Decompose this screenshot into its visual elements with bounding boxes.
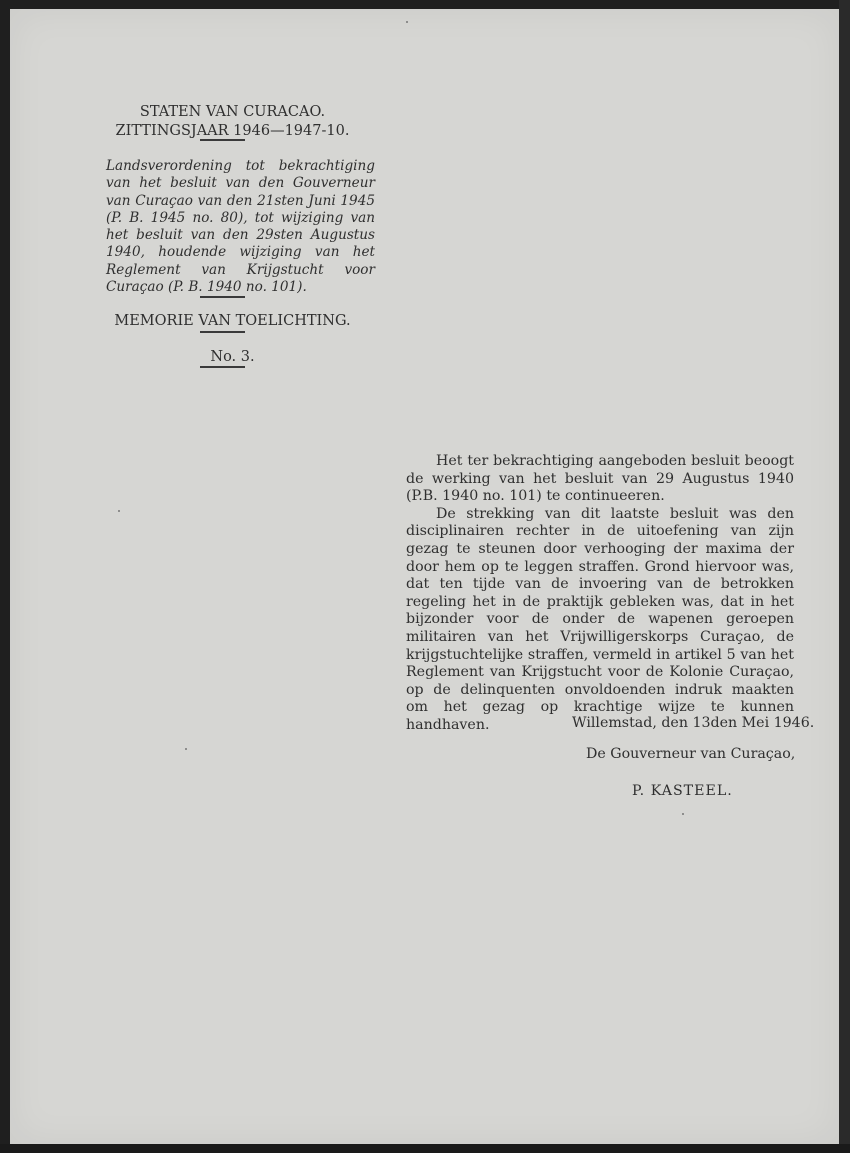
subject-title: Landsverordening tot bekrachtiging van het besluit van den Gouverneur van Curaçao van den 21sten Juni 1945 (P. B. 1945 no. 80), tot wijziging van het besluit van den 29sten Augustus 1940, houdende wijziging van het Reglement van Krijgstucht voor Curaçao (P. B. 1940 no. 101). bbox=[106, 158, 375, 296]
scan-edge-bottom bbox=[0, 1144, 850, 1153]
signatory-name: P. KASTEEL. bbox=[632, 783, 733, 799]
signatory-role: De Gouverneur van Curaçao, bbox=[586, 746, 796, 762]
memorandum-body bbox=[406, 453, 794, 735]
memorie-heading: MEMORIE VAN TOELICHTING. bbox=[114, 313, 351, 329]
divider-rule bbox=[200, 366, 245, 368]
session-year: ZITTINGSJAAR 1946—1947-10. bbox=[115, 123, 350, 139]
document-page bbox=[10, 9, 839, 1144]
paper-speck bbox=[118, 510, 120, 512]
divider-rule bbox=[200, 296, 245, 298]
document-number: No. 3. bbox=[210, 349, 255, 365]
divider-rule bbox=[200, 331, 245, 333]
body-paragraph: De strekking van dit laatste besluit was den disciplinairen rechter in de uitoefening van zijn gezag te steunen door verhooging der maxima der door hem op te leggen straffen. Grond hiervoor was, dat ten tijde van de invoering van de betrokken regeling het in de praktijk gebleken was, dat in het bijzonder voor de onder de wapenen geroepen militairen van het Vrijwilligerskorps Curaçao, de krijgstuchtelijke straffen, vermeld in artikel 5 van het Reglement van Krijgstucht voor de Kolonie Curaçao, op de delinquenten onvoldoenden indruk maakten om het gezag op krachtige wijze te kunnen handhaven. bbox=[406, 505, 794, 733]
paper-speck bbox=[185, 748, 187, 750]
paper-speck bbox=[682, 813, 684, 815]
scan-edge-right bbox=[839, 0, 850, 1153]
body-paragraph: Het ter bekrachtiging aangeboden besluit beoogt de werking van het besluit van 29 Augustus 1940 (P.B. 1940 no. 101) te continueeren. bbox=[406, 453, 794, 505]
place-date: Willemstad, den 13den Mei 1946. bbox=[572, 715, 815, 731]
paper-speck bbox=[406, 21, 408, 23]
document-title: STATEN VAN CURACAO. bbox=[139, 104, 326, 120]
divider-rule bbox=[200, 139, 245, 141]
